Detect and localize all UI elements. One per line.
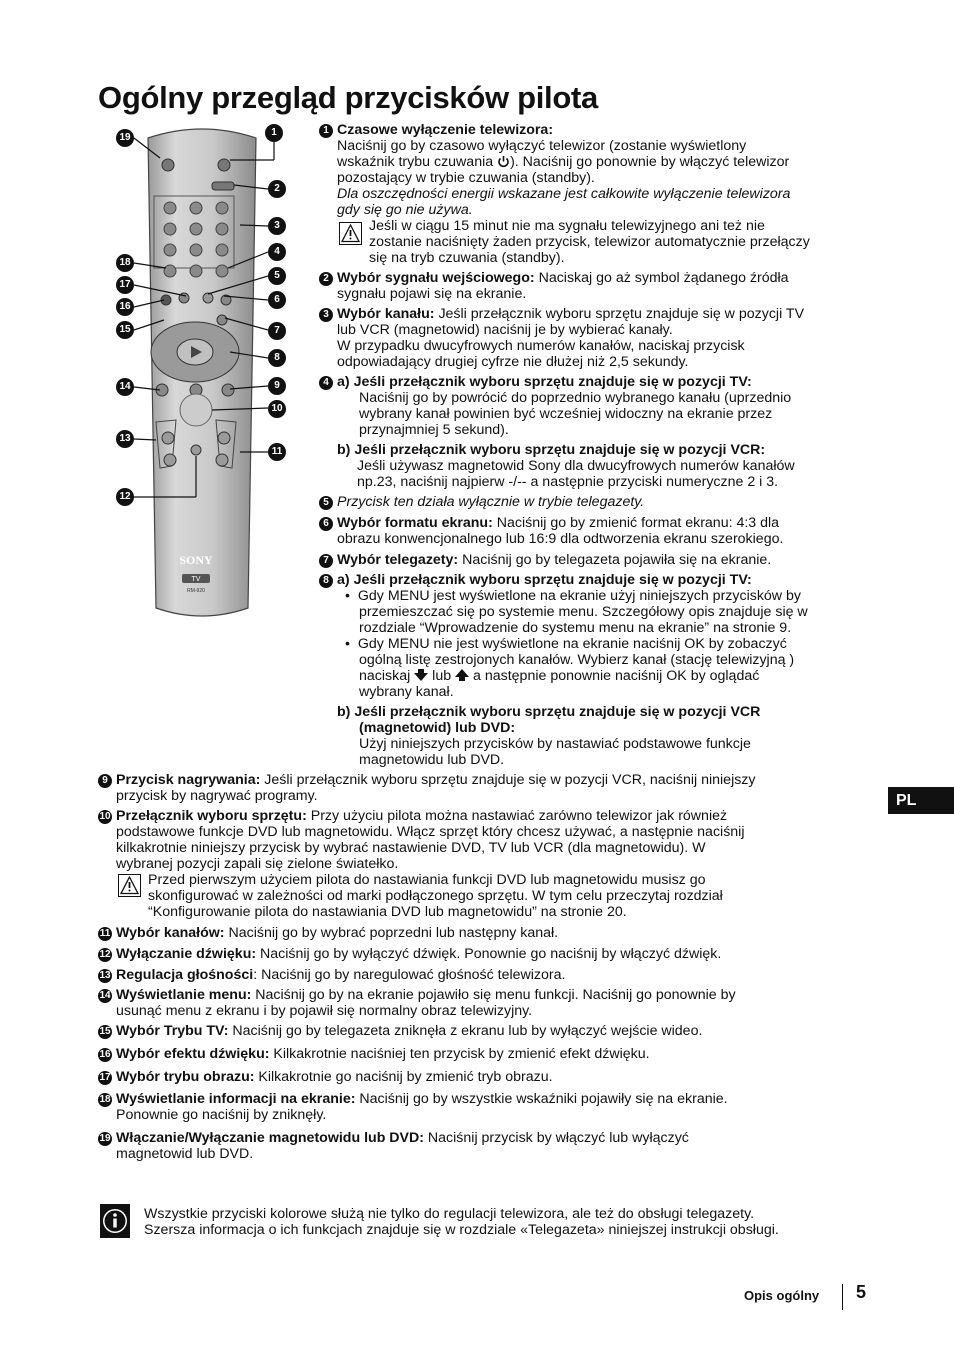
callout-7: 7 <box>268 322 286 340</box>
callout-18: 18 <box>116 254 134 272</box>
callout-9: 9 <box>268 377 286 395</box>
section-heading: Wyświetlanie menu: <box>116 987 252 1003</box>
body-text: pozostający w trybie czuwania (standby). <box>337 170 595 186</box>
section-heading: Wybór kanału: <box>337 306 435 322</box>
section-heading: Wybór Trybu TV: <box>116 1023 229 1039</box>
page-title: Ogólny przegląd przycisków pilota <box>98 80 598 115</box>
callout-11: 11 <box>268 443 286 461</box>
bullet-number: 16 <box>99 1049 111 1060</box>
section-7: 7 Wybór telegazety: Naciśnij go by telegazeta pojawiła się na ekranie. <box>319 552 879 568</box>
section-10: 10 Przełącznik wyboru sprzętu: Przy użyciu pilota można nastawiać zarówno telewizor jak również podstawowe funkcje DVD lub magnetowidu. Włącz sprzęt który chcesz używać, a następnie naciśnij kilkakrotnie niniejszy przycisk by wybrać nastawienie DVD, TV lub VCR (dla magnetowidu). W wybranej pozycji zapali się zielone światełko. Przed pierwszym użyciem pilota do nastawiania funkcji DVD lub magnetowidu musisz go skonfigurować w zależności od marki podłączonego sprzętu. W tym celu przeczytaj rozdział “Konfigurowanie pilota do nastawiania DVD lub magnetowidu” na stronie 20. <box>98 808 868 920</box>
bullet-number: 5 <box>319 496 333 510</box>
section-14: 14 Wyświetlanie menu: Naciśnij go by na ekranie pojawiło się menu funkcji. Naciśnij go ponownie by usunąć menu z ekranu i by pojawił się normalny obraz telewizyjny. <box>99 987 736 1019</box>
body-text: Naciśnij go by czasowo wyłączyć telewizor (zostanie wyświetlony <box>337 138 747 154</box>
bullet-number: 2 <box>319 272 333 286</box>
callout-3: 3 <box>268 217 286 235</box>
section-heading: Przełącznik wyboru sprzętu: <box>116 808 307 824</box>
callout-12: 12 <box>116 488 134 506</box>
section-19: 19 Włączanie/Wyłączanie magnetowidu lub DVD: Naciśnij przycisk by włączyć lub wyłączyć magnetowid lub DVD. <box>99 1130 689 1162</box>
warning-icon <box>339 222 362 245</box>
arrow-down-icon <box>414 669 428 681</box>
section-1 <box>319 122 879 266</box>
section-heading: Regulacja głośności <box>116 967 254 983</box>
callout-5: 5 <box>268 267 286 285</box>
remote-brand: SONY <box>179 553 213 567</box>
bullet-number: 11 <box>99 928 111 939</box>
list-item: • Gdy MENU nie jest wyświetlone na ekranie naciśnij OK by zobaczyć <box>345 636 787 652</box>
callout-17: 17 <box>116 276 134 294</box>
bullet-number: 13 <box>99 970 111 981</box>
section-heading: Wybór efektu dźwięku: <box>116 1046 270 1062</box>
bullet-number: 6 <box>319 517 333 531</box>
warning-icon <box>118 874 141 897</box>
standby-icon <box>497 155 510 168</box>
bullet-number: 8 <box>319 574 333 588</box>
info-icon <box>100 1204 130 1238</box>
section-8: 8 a) Jeśli przełącznik wyboru sprzętu znajduje się w pozycji TV: • Gdy MENU jest wyświetlone na ekranie użyj niniejszych przycisków by przemieszczać się po systemie menu. Szczegółowy opis znajduje się w rozdziale “Wprowadzenie do systemu menu na ekranie” na stronie 9. • Gdy MENU nie jest wyświetlone na ekranie naciśnij OK by zobaczyć ogólną listę zestrojonych kanałów. Wybierz kanał (stację telewizyjną ) naciskaj lub a następnie ponownie naciśnij OK by oglądać wybrany kanał. b) Jeśli przełącznik wyboru sprzętu znajduje się w pozycji VCR (magnetowid) lub DVD: Użyj niniejszych przycisków by nastawiać podstawowe funkcje magnetowidu lub DVD. <box>319 572 879 768</box>
callout-19: 19 <box>116 129 134 147</box>
section-heading: Przycisk nagrywania: <box>116 772 261 788</box>
section-12: 12 Wyłączanie dźwięku: Naciśnij go by wyłączyć dźwięk. Ponownie go naciśnij by włączyć dźwięk. <box>99 946 722 962</box>
section-18: 18 Wyświetlanie informacji na ekranie: Naciśnij go by wszystkie wskaźniki pojawiły się na ekranie. Ponownie go naciśnij by zniknęły. <box>99 1091 728 1123</box>
callout-4: 4 <box>268 243 286 261</box>
remote-mode-label: TV <box>191 576 201 583</box>
section-heading: Wyświetlanie informacji na ekranie: <box>116 1091 356 1107</box>
remote-model: RM-920 <box>187 588 205 594</box>
bullet-number: 7 <box>319 554 333 568</box>
callout-15: 15 <box>116 321 134 339</box>
callout-16: 16 <box>116 298 134 316</box>
bullet-number: 18 <box>99 1094 111 1105</box>
warning-text: “Konfigurowanie pilota do nastawiania DVD lub magnetowidu” na stronie 20. <box>148 904 627 920</box>
section-9: 9 Przycisk nagrywania: Jeśli przełącznik wyboru sprzętu znajduje się w pozycji VCR, naciśnij niniejszy przycisk by nagrywać programy. <box>98 772 868 804</box>
bullet-number: 17 <box>99 1072 111 1083</box>
section-6: 6 Wybór formatu ekranu: Naciśnij go by zmienić format ekranu: 4:3 dla obrazu konwencjonalnego lub 16:9 dla odtworzenia ekranu szerokiego. <box>319 515 879 547</box>
section-3: 3 Wybór kanału: Jeśli przełącznik wyboru sprzętu znajduje się w pozycji TV lub VCR (magnetowid) naciśnij je by wybierać kanały. W przypadku dwucyfrowych numerów kanałów, naciskaj przycisk odpowiadający drugiej cyfrze nie dłużej niż 2,5 sekundy. <box>319 306 879 370</box>
bullet-number: 3 <box>319 308 333 322</box>
bullet-number: 9 <box>98 774 112 788</box>
arrow-up-icon <box>455 669 469 681</box>
callout-2: 2 <box>268 180 286 198</box>
italic-text: Dla oszczędności energii wskazane jest całkowite wyłączenie telewizora <box>337 186 791 202</box>
section-15: 15 Wybór Trybu TV: Naciśnij go by telegazeta zniknęła z ekranu lub by wyłączyć wejście wideo. <box>99 1023 703 1039</box>
callout-10: 10 <box>268 400 286 418</box>
section-heading: Jeśli przełącznik wyboru sprzętu znajduje się w pozycji VCR <box>354 704 761 720</box>
warning-text: skonfigurować w zależności od marki podłączonego sprzętu. W tym celu przeczytaj rozdział <box>148 888 723 904</box>
section-heading: Wyłączanie dźwięku: <box>116 946 257 962</box>
section-heading: Jeśli przełącznik wyboru sprzętu znajduje się w pozycji TV: <box>353 374 752 390</box>
section-heading: Wybór formatu ekranu: <box>337 515 493 531</box>
bullet-number: 19 <box>99 1133 111 1144</box>
section-heading: Jeśli przełącznik wyboru sprzętu znajduje się w pozycji TV: <box>353 572 752 588</box>
body-text: wskaźnik trybu czuwania ). Naciśnij go ponownie by włączyć telewizor <box>337 154 790 170</box>
section-13: 13 Regulacja głośności: Naciśnij go by naregulować głośność telewizora. <box>99 967 566 983</box>
bullet-number: 10 <box>99 811 111 822</box>
bullet-number: 15 <box>99 1026 111 1037</box>
warning-text: zostanie naciśnięty żaden przycisk, telewizor automatycznie przełączy <box>369 234 810 250</box>
language-tab: PL <box>888 787 954 814</box>
list-item: • Gdy MENU jest wyświetlone na ekranie użyj niniejszych przycisków by <box>345 588 801 604</box>
info-note: Wszystkie przyciski kolorowe służą nie tylko do regulacji telewizora, ale też do obsługi telegazety. Szersza informacja o ich funkcjach znajduje się w rozdziale «Telegazeta» niniejszej instrukcji obsługi. <box>144 1206 779 1238</box>
footer-divider <box>842 1284 843 1310</box>
section-heading: Włączanie/Wyłączanie magnetowidu lub DVD: <box>116 1130 424 1146</box>
section-11: 11 Wybór kanałów: Naciśnij go by wybrać poprzedni lub następny kanał. <box>99 925 559 941</box>
footer-section-label: Opis ogólny <box>744 1288 820 1303</box>
section-2: 2 Wybór sygnału wejściowego: Naciskaj go aż symbol żądanego źródła sygnału pojawi się na ekranie. <box>319 270 879 302</box>
warning-text: Jeśli w ciągu 15 minut nie ma sygnału telewizyjnego ani też nie <box>369 218 765 234</box>
section-16: 16 Wybór efektu dźwięku: Kilkakrotnie naciśniej ten przycisk by zmienić efekt dźwięku. <box>99 1046 650 1062</box>
section-4: 4 a) Jeśli przełącznik wyboru sprzętu znajduje się w pozycji TV: Naciśnij go by powrócić do poprzednio wybranego kanału (uprzednio wybrany kanał powinien być wcześniej widoczny na ekranie przez przynajmniej 5 sekund). b) Jeśli przełącznik wyboru sprzętu znajduje się w pozycji VCR: Jeśli używasz magnetowid Sony dla dwucyfrowych numerów kanałów np.23, naciśnij najpierw -/-- a następnie przyciski numeryczne 2 i 3. <box>319 374 879 490</box>
bullet-number: 12 <box>99 949 111 960</box>
callout-14: 14 <box>116 378 134 396</box>
callout-8: 8 <box>268 349 286 367</box>
callout-6: 6 <box>268 291 286 309</box>
callout-1: 1 <box>265 124 283 142</box>
italic-text: gdy się go nie używa. <box>337 202 473 218</box>
bullet-number: 1 <box>319 124 333 138</box>
callout-13: 13 <box>116 430 134 448</box>
section-5: 5 Przycisk ten działa wyłącznie w trybie telegazety. <box>319 494 879 510</box>
bullet-number: 14 <box>99 990 111 1001</box>
section-heading: Wybór sygnału wejściowego: <box>337 270 535 286</box>
section-17: 17 Wybór trybu obrazu: Kilkakrotnie go naciśnij by zmienić tryb obrazu. <box>99 1069 553 1085</box>
section-heading: Czasowe wyłączenie telewizora: <box>337 122 554 138</box>
section-heading: Wybór kanałów: <box>116 925 225 941</box>
warning-text: Przed pierwszym użyciem pilota do nastawiania funkcji DVD lub magnetowidu musisz go <box>148 872 706 888</box>
section-heading: Jeśli przełącznik wyboru sprzętu znajduje się w pozycji VCR: <box>354 442 766 458</box>
page-number: 5 <box>856 1282 867 1302</box>
section-heading: Wybór telegazety: <box>337 552 459 568</box>
warning-text: się na tryb czuwania (standby). <box>369 250 565 266</box>
bullet-number: 4 <box>319 376 333 390</box>
section-heading: Wybór trybu obrazu: <box>116 1069 255 1085</box>
